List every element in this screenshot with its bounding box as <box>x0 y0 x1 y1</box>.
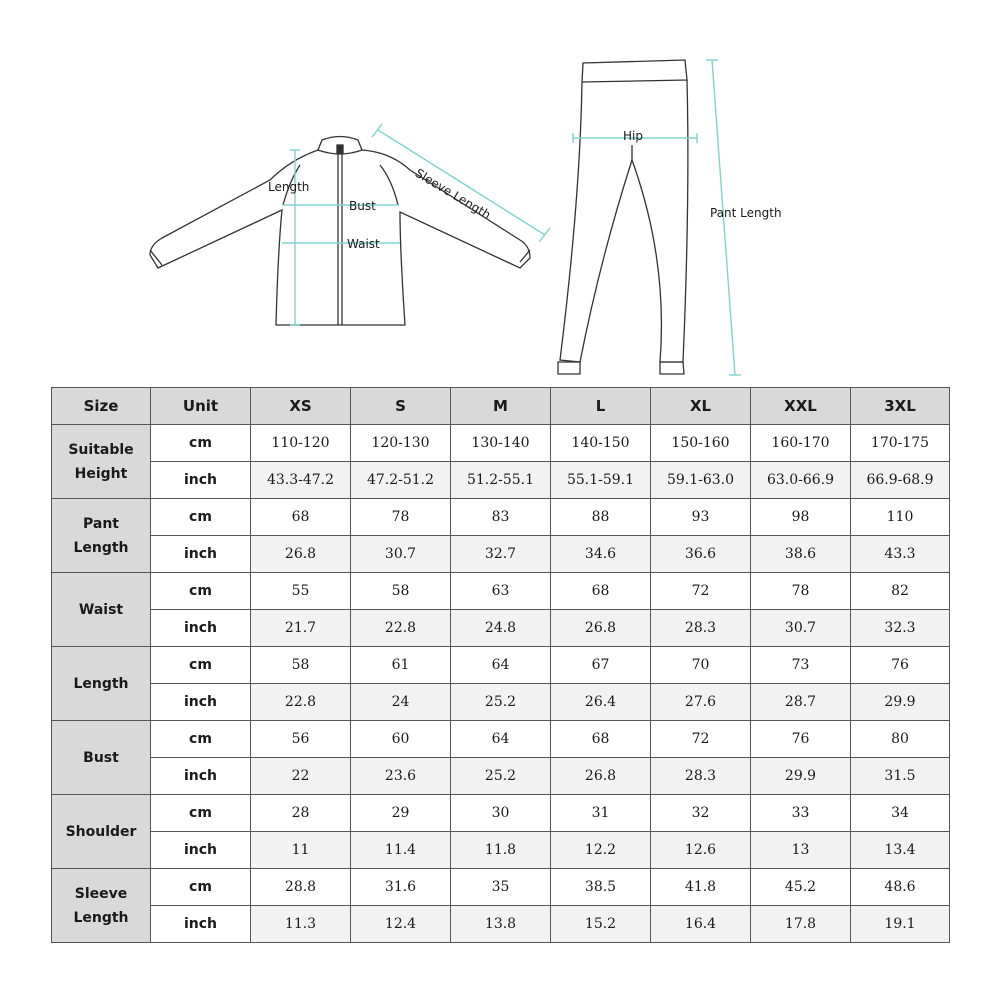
unit-cell: inch <box>151 684 251 721</box>
value-cell: 170-175 <box>851 425 950 462</box>
unit-cell: cm <box>151 795 251 832</box>
table-row <box>52 536 950 573</box>
value-cell: 88 <box>551 499 651 536</box>
value-cell: 68 <box>551 573 651 610</box>
value-cell: 29.9 <box>851 684 950 721</box>
value-cell: 26.4 <box>551 684 651 721</box>
value-cell: 64 <box>451 647 551 684</box>
measurement-label: Bust <box>52 721 151 795</box>
value-cell: 58 <box>351 573 451 610</box>
value-cell: 11.4 <box>351 832 451 869</box>
value-cell: 13.8 <box>451 906 551 943</box>
measurement-label: Shoulder <box>52 795 151 869</box>
value-cell: 47.2-51.2 <box>351 462 451 499</box>
value-cell: 25.2 <box>451 758 551 795</box>
header-cell-3xl: 3XL <box>851 388 950 425</box>
value-cell: 80 <box>851 721 950 758</box>
value-cell: 21.7 <box>251 610 351 647</box>
value-cell: 13.4 <box>851 832 950 869</box>
value-cell: 32 <box>651 795 751 832</box>
value-cell: 110-120 <box>251 425 351 462</box>
table-row <box>52 795 950 832</box>
value-cell: 28.3 <box>651 758 751 795</box>
table-row <box>52 721 950 758</box>
header-cell-l: L <box>551 388 651 425</box>
value-cell: 78 <box>751 573 851 610</box>
table-row <box>52 462 950 499</box>
value-cell: 12.6 <box>651 832 751 869</box>
value-cell: 72 <box>651 573 751 610</box>
value-cell: 11.3 <box>251 906 351 943</box>
value-cell: 22.8 <box>351 610 451 647</box>
value-cell: 22 <box>251 758 351 795</box>
unit-cell: inch <box>151 536 251 573</box>
value-cell: 28.3 <box>651 610 751 647</box>
value-cell: 76 <box>751 721 851 758</box>
value-cell: 160-170 <box>751 425 851 462</box>
value-cell: 16.4 <box>651 906 751 943</box>
value-cell: 43.3 <box>851 536 950 573</box>
value-cell: 11.8 <box>451 832 551 869</box>
value-cell: 38.6 <box>751 536 851 573</box>
value-cell: 66.9-68.9 <box>851 462 950 499</box>
table-row <box>52 906 950 943</box>
value-cell: 110 <box>851 499 950 536</box>
value-cell: 30.7 <box>351 536 451 573</box>
size-chart-table <box>51 387 950 943</box>
value-cell: 36.6 <box>651 536 751 573</box>
unit-cell: cm <box>151 573 251 610</box>
table-row <box>52 758 950 795</box>
value-cell: 35 <box>451 869 551 906</box>
value-cell: 32.7 <box>451 536 551 573</box>
value-cell: 12.4 <box>351 906 451 943</box>
value-cell: 55 <box>251 573 351 610</box>
value-cell: 82 <box>851 573 950 610</box>
value-cell: 63.0-66.9 <box>751 462 851 499</box>
unit-cell: inch <box>151 906 251 943</box>
table-row <box>52 573 950 610</box>
value-cell: 83 <box>451 499 551 536</box>
value-cell: 48.6 <box>851 869 950 906</box>
value-cell: 72 <box>651 721 751 758</box>
value-cell: 59.1-63.0 <box>651 462 751 499</box>
value-cell: 68 <box>551 721 651 758</box>
value-cell: 24 <box>351 684 451 721</box>
table-header-row <box>52 388 950 425</box>
unit-cell: cm <box>151 647 251 684</box>
value-cell: 64 <box>451 721 551 758</box>
value-cell: 30 <box>451 795 551 832</box>
unit-cell: inch <box>151 610 251 647</box>
table-row <box>52 425 950 462</box>
value-cell: 63 <box>451 573 551 610</box>
table-row <box>52 647 950 684</box>
value-cell: 140-150 <box>551 425 651 462</box>
value-cell: 45.2 <box>751 869 851 906</box>
value-cell: 30.7 <box>751 610 851 647</box>
header-cell-xl: XL <box>651 388 751 425</box>
header-cell-xs: XS <box>251 388 351 425</box>
value-cell: 60 <box>351 721 451 758</box>
value-cell: 31.6 <box>351 869 451 906</box>
value-cell: 25.2 <box>451 684 551 721</box>
value-cell: 38.5 <box>551 869 651 906</box>
unit-cell: cm <box>151 425 251 462</box>
pants-drawing <box>558 60 688 374</box>
value-cell: 28.7 <box>751 684 851 721</box>
value-cell: 31.5 <box>851 758 950 795</box>
unit-cell: cm <box>151 499 251 536</box>
value-cell: 29 <box>351 795 451 832</box>
table-row <box>52 832 950 869</box>
value-cell: 11 <box>251 832 351 869</box>
value-cell: 26.8 <box>551 758 651 795</box>
value-cell: 13 <box>751 832 851 869</box>
measurement-label: Length <box>52 647 151 721</box>
value-cell: 68 <box>251 499 351 536</box>
value-cell: 150-160 <box>651 425 751 462</box>
sleeve-length-label: Sleeve Length <box>412 166 494 222</box>
value-cell: 93 <box>651 499 751 536</box>
value-cell: 120-130 <box>351 425 451 462</box>
value-cell: 28 <box>251 795 351 832</box>
header-cell-unit: Unit <box>151 388 251 425</box>
value-cell: 28.8 <box>251 869 351 906</box>
value-cell: 98 <box>751 499 851 536</box>
value-cell: 19.1 <box>851 906 950 943</box>
value-cell: 34.6 <box>551 536 651 573</box>
value-cell: 78 <box>351 499 451 536</box>
header-cell-size: Size <box>52 388 151 425</box>
value-cell: 15.2 <box>551 906 651 943</box>
garment-diagrams <box>0 0 1000 385</box>
value-cell: 61 <box>351 647 451 684</box>
value-cell: 55.1-59.1 <box>551 462 651 499</box>
value-cell: 23.6 <box>351 758 451 795</box>
value-cell: 12.2 <box>551 832 651 869</box>
garment-illustration <box>0 0 1000 385</box>
hip-label: Hip <box>623 129 643 143</box>
value-cell: 67 <box>551 647 651 684</box>
measurement-label: Sleeve Length <box>52 869 151 943</box>
value-cell: 27.6 <box>651 684 751 721</box>
value-cell: 41.8 <box>651 869 751 906</box>
unit-cell: cm <box>151 721 251 758</box>
value-cell: 76 <box>851 647 950 684</box>
value-cell: 29.9 <box>751 758 851 795</box>
table-row <box>52 869 950 906</box>
value-cell: 34 <box>851 795 950 832</box>
value-cell: 58 <box>251 647 351 684</box>
measurement-label: Waist <box>52 573 151 647</box>
table-row <box>52 610 950 647</box>
value-cell: 31 <box>551 795 651 832</box>
unit-cell: inch <box>151 462 251 499</box>
measurement-label: Pant Length <box>52 499 151 573</box>
jacket-drawing <box>150 137 530 326</box>
unit-cell: inch <box>151 832 251 869</box>
value-cell: 51.2-55.1 <box>451 462 551 499</box>
value-cell: 33 <box>751 795 851 832</box>
table-row <box>52 499 950 536</box>
value-cell: 32.3 <box>851 610 950 647</box>
unit-cell: cm <box>151 869 251 906</box>
value-cell: 130-140 <box>451 425 551 462</box>
value-cell: 17.8 <box>751 906 851 943</box>
header-cell-s: S <box>351 388 451 425</box>
value-cell: 56 <box>251 721 351 758</box>
waist-label: Waist <box>347 237 380 251</box>
table-row <box>52 684 950 721</box>
value-cell: 70 <box>651 647 751 684</box>
value-cell: 43.3-47.2 <box>251 462 351 499</box>
unit-cell: inch <box>151 758 251 795</box>
value-cell: 24.8 <box>451 610 551 647</box>
length-label: Length <box>268 180 310 194</box>
measurement-label: Suitable Height <box>52 425 151 499</box>
value-cell: 22.8 <box>251 684 351 721</box>
value-cell: 26.8 <box>551 610 651 647</box>
table-body <box>52 425 950 943</box>
jacket-measure-lines <box>282 124 550 325</box>
pant-length-label: Pant Length <box>710 206 782 220</box>
header-cell-xxl: XXL <box>751 388 851 425</box>
value-cell: 26.8 <box>251 536 351 573</box>
header-cell-m: M <box>451 388 551 425</box>
value-cell: 73 <box>751 647 851 684</box>
bust-label: Bust <box>349 199 376 213</box>
